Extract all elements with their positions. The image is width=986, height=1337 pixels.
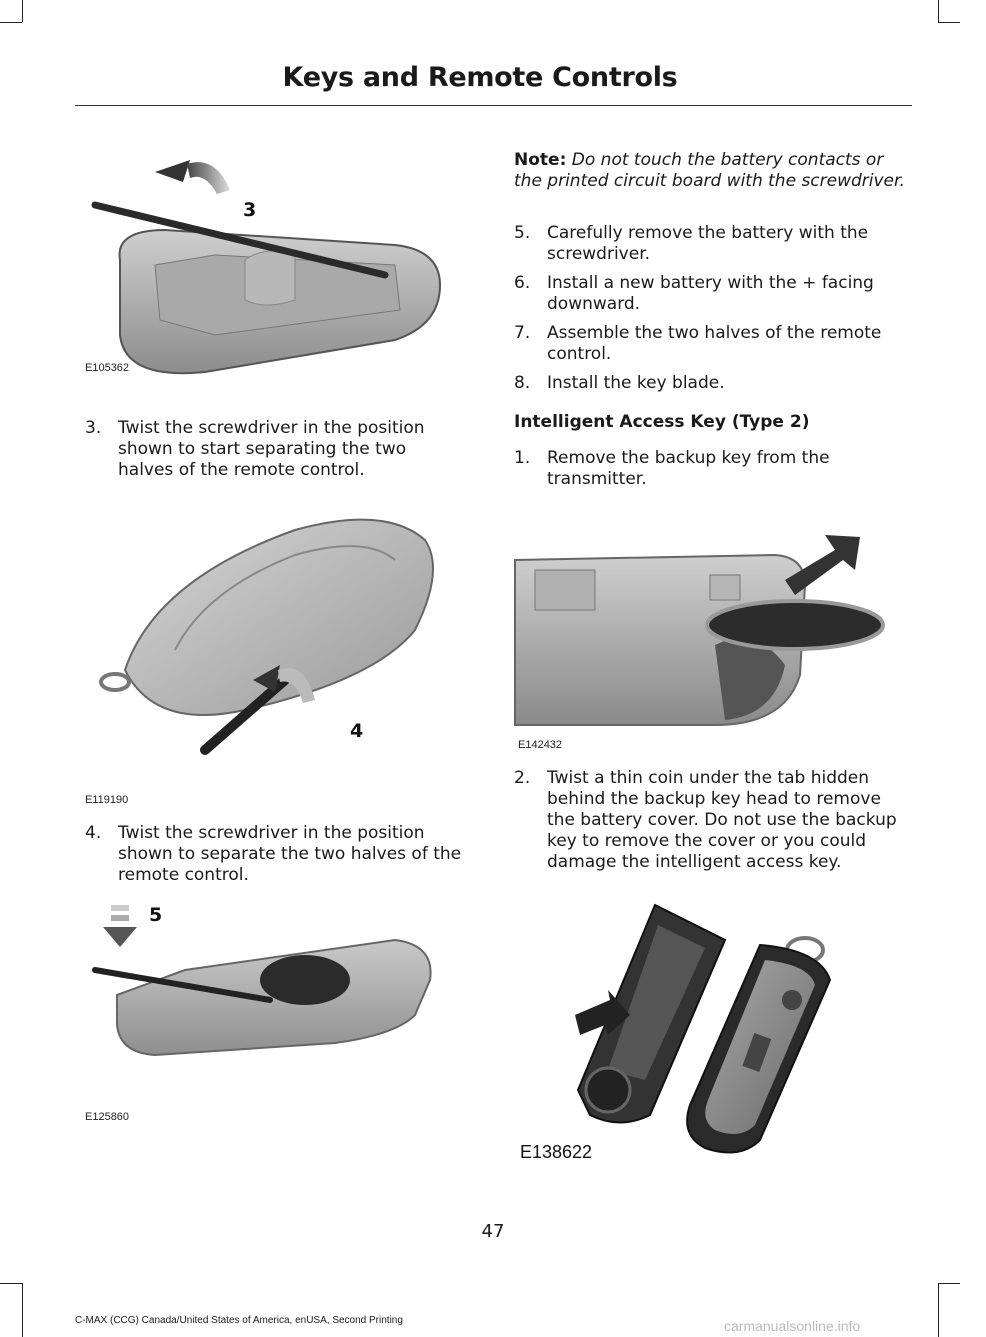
step-text: Twist a thin coin under the tab hidden behind the backup key head to remove the battery cover. Do not use the backup key to remove the cover or you could damage the intelligent access key. [547,768,897,872]
note-paragraph [514,150,910,192]
step-number: 4. [85,823,102,843]
step-number: 7. [514,323,531,343]
step-item [85,418,465,481]
step-number: 6. [514,273,531,293]
page-number: 47 [481,1221,505,1242]
step-item [514,323,910,365]
crop-mark [938,1283,960,1284]
section-heading: Intelligent Access Key (Type 2) [514,412,810,432]
figure-code: E119190 [85,794,129,806]
crop-mark [22,0,23,22]
header-divider [75,105,912,106]
step-item [85,823,465,886]
note-label: Note: [514,150,567,170]
figure-code: E138622 [520,1142,593,1162]
remote-screwdriver-illustration [95,150,450,380]
step-number: 3. [85,418,102,438]
figure-remote-separation-start [85,150,450,380]
step-text: Install the key blade. [547,373,725,393]
page-title: Keys and Remote Controls [282,62,678,93]
step-number: 5. [514,223,531,243]
transmitter-backup-key-illustration [515,525,890,730]
crop-mark [938,1283,939,1337]
step-text: Twist the screwdriver in the position shown to separate the two halves of the remote control. [118,823,462,885]
step-text: Carefully remove the battery with the screwdriver. [547,223,869,264]
footer-text: C-MAX (CCG) Canada/United States of America, enUSA, Second Printing [75,1315,403,1326]
figure-remote-separation-twist [85,510,455,806]
figure-code: E142432 [518,739,563,751]
crop-mark [0,22,22,23]
step-text: Assemble the two halves of the remote control. [547,323,882,364]
step-number: 8. [514,373,531,393]
figure-callout: 5 [149,904,163,926]
figure-battery-cover-removal [520,900,845,1162]
step-text: Remove the backup key from the transmitter. [547,448,830,489]
remote-twist-illustration [95,510,455,750]
remote-open-illustration [95,895,440,1060]
figure-battery-removal [85,895,440,1123]
figure-backup-key-removal [515,525,890,751]
crop-mark [22,1283,23,1337]
figure-code: E105362 [85,362,130,374]
crop-mark [0,1283,22,1284]
step-item [514,448,910,490]
step-item [514,373,910,394]
note-text: Do not touch the battery contacts or the printed circuit board with the screwdriver. [514,150,905,191]
step-item [514,223,910,265]
step-item [514,273,910,315]
step-text: Twist the screwdriver in the position shown to start separating the two halves of the remote control. [118,418,425,480]
figure-callout: 4 [350,720,364,742]
step-text: Install a new battery with the + facing downward. [547,273,874,314]
step-number: 1. [514,448,531,468]
step-item [514,768,910,873]
watermark: carmanualsonline.info [724,1318,861,1334]
crop-mark [938,22,960,23]
key-open-cover-illustration [520,900,845,1162]
figure-callout: 3 [243,199,257,221]
step-number: 2. [514,768,531,788]
figure-code: E125860 [85,1111,130,1123]
crop-mark [938,0,939,22]
